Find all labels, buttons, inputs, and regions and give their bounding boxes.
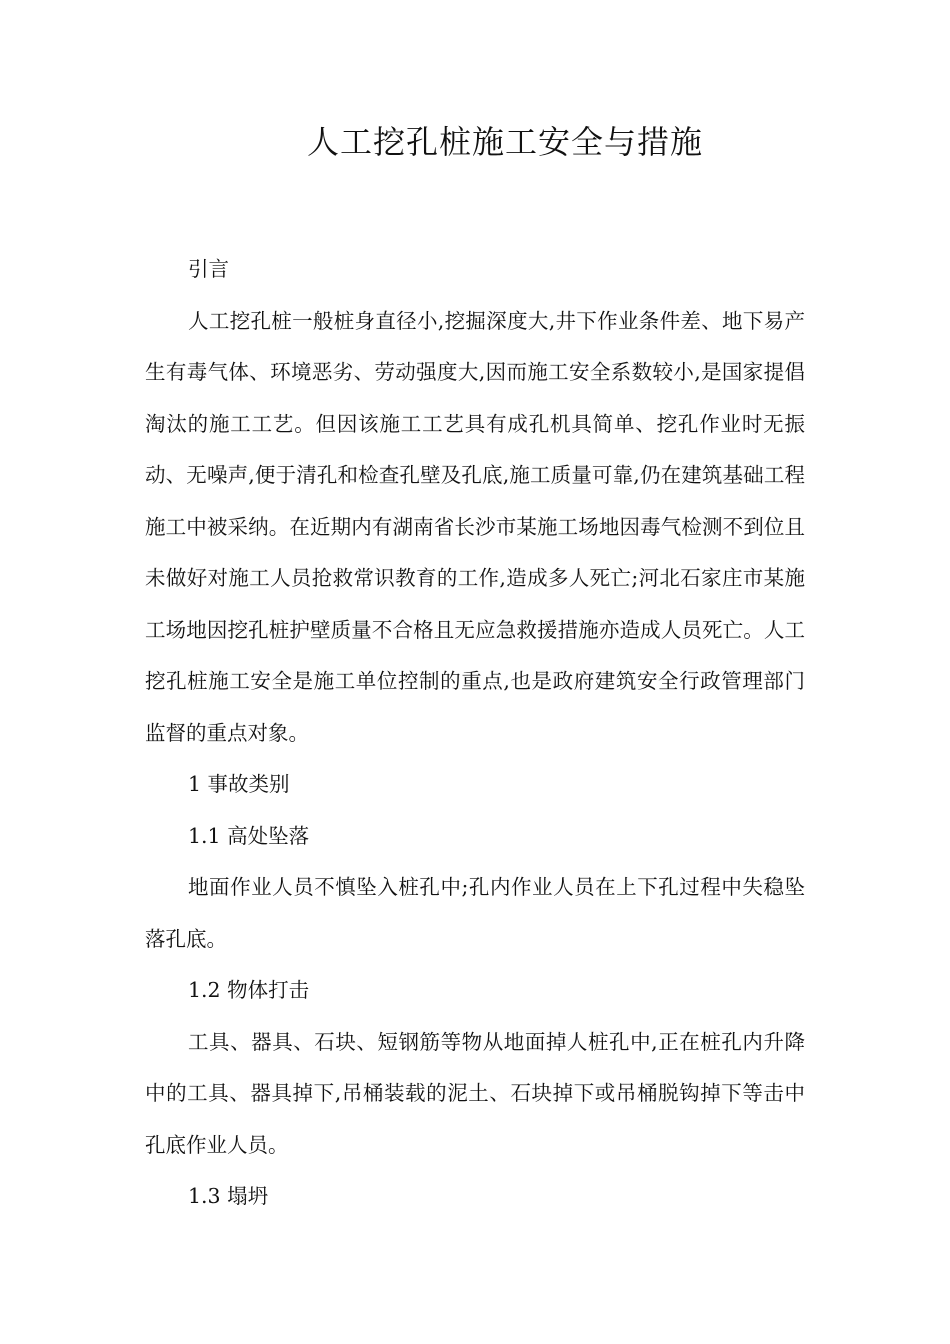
- subsection-heading-collapse: 1.3 塌坍: [188, 1184, 269, 1208]
- subsection-heading-fall: 1.1 高处坠落: [188, 823, 310, 848]
- section-heading-intro: 引言: [188, 257, 229, 281]
- section-heading-accident-types: 1 事故类别: [188, 772, 290, 796]
- paragraph-intro-text: 人工挖孔桩一般桩身直径小,挖掘深度大,井下作业条件差、地下易产生有毒气体、环境恶劣、劳动强度大,因而施工安全系数较小,是国家提倡淘汰的施工工艺。但因该施工工艺具有成孔机具简单、挖孔作业时无振动、无噪声,便于清孔和检查孔壁及孔底,施工质量可靠,仍在建筑基础工程施工中被采纳。在近期内有湖南省长沙市某施工场地因毒气检测不到位且未做好对施工人员抢救常识教育的工作,造成多人死亡;河北石家庄市某施工场地因挖孔桩护壁质量不合格且无应急救援措施亦造成人员死亡。人工挖孔桩施工安全是施工单位控制的重点,也是政府建筑安全行政管理部门监督的重点对象。: [145, 308, 805, 745]
- paragraph-object-strike-text: 工具、器具、石块、短钢筋等物从地面掉人桩孔中,正在桩孔内升降中的工具、器具掉下,吊桶装载的泥土、石块掉下或吊桶脱钩掉下等击中孔底作业人员。: [145, 1029, 805, 1157]
- document-title: 人工挖孔桩施工安全与措施: [306, 123, 703, 161]
- subsection-heading-object-strike: 1.2 物体打击: [188, 978, 310, 1002]
- document-body: [145, 244, 805, 1223]
- paragraph-fall-text: 地面作业人员不慎坠入桩孔中;孔内作业人员在上下孔过程中失稳坠落孔底。: [145, 875, 805, 951]
